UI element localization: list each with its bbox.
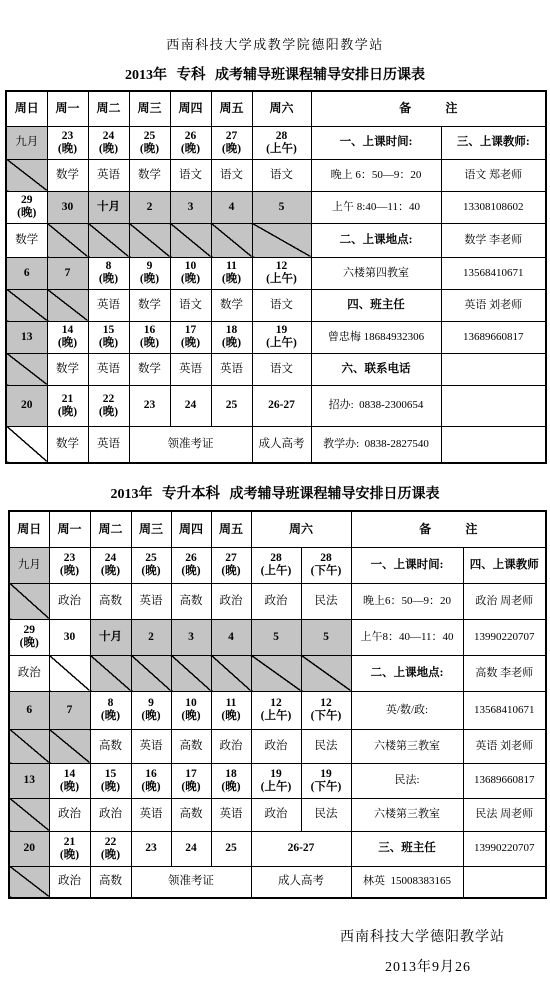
subject-cell: 政治 — [251, 798, 301, 831]
date-cell: 12 (上午) — [252, 257, 311, 289]
notes-header: 备 注 — [311, 91, 546, 126]
blank-cell — [6, 159, 47, 191]
subject-cell: 数学 — [129, 289, 170, 321]
column-header: 周一 — [47, 91, 88, 126]
title-year: 2013年 — [125, 68, 167, 83]
blank-cell — [129, 223, 170, 257]
date-cell: 23 — [129, 385, 170, 426]
notes-right-cell: 高数 李老师 — [463, 655, 546, 691]
date-cell: 13 — [6, 321, 47, 353]
date-cell: 13 — [9, 763, 49, 798]
subject-cell: 数学 — [211, 289, 252, 321]
notes-right-cell: 数学 李老师 — [441, 223, 546, 257]
date-cell: 16 (晚) — [131, 763, 171, 798]
column-header: 周六 — [252, 91, 311, 126]
date-cell: 30 — [49, 619, 90, 655]
date-cell: 26 (晚) — [171, 547, 211, 583]
date-cell: 24 (晚) — [90, 547, 131, 583]
date-cell: 21 (晚) — [49, 831, 90, 866]
date-cell: 24 — [170, 385, 211, 426]
table-row — [9, 655, 546, 691]
zhuanke-schedule-table — [5, 90, 547, 464]
date-cell: 26-27 — [251, 831, 351, 866]
blank-cell — [252, 223, 311, 257]
subject-cell: 高数 — [90, 866, 131, 898]
notes-cell: 四、班主任 — [311, 289, 441, 321]
date-cell: 12 (上午) — [251, 691, 301, 729]
column-header: 周五 — [211, 511, 251, 547]
date-cell: 19 (上午) — [252, 321, 311, 353]
table-row — [6, 289, 546, 321]
table-row — [6, 191, 546, 223]
notes-cell: 一、上课时间: — [351, 547, 463, 583]
notes-cell: 二、上课地点: — [311, 223, 441, 257]
date-cell: 23 (晚) — [47, 126, 88, 159]
notes-right-cell: 13308108602 — [441, 191, 546, 223]
blank-cell — [6, 426, 47, 463]
notes-cell: 上午8：40—11：40 — [351, 619, 463, 655]
subject-cell: 英语 — [88, 289, 129, 321]
blank-cell — [6, 353, 47, 385]
date-cell: 11 (晚) — [211, 257, 252, 289]
subject-cell: 英语 — [131, 798, 171, 831]
notes-cell: 六楼第三教室 — [351, 729, 463, 763]
blank-cell — [170, 223, 211, 257]
title-year: 2013年 — [110, 487, 153, 502]
notes-cell: 上午 8:40—11：40 — [311, 191, 441, 223]
date-cell: 3 — [170, 191, 211, 223]
subject-cell: 语文 — [170, 289, 211, 321]
date-cell: 24 (晚) — [88, 126, 129, 159]
empty-cell — [463, 866, 546, 898]
table-row — [6, 426, 546, 463]
date-cell: 25 — [211, 831, 251, 866]
month-cell: 九月 — [9, 547, 49, 583]
notes-right-cell: 民法 周老师 — [463, 798, 546, 831]
date-cell: 25 (晚) — [129, 126, 170, 159]
notes-cell: 三、班主任 — [351, 831, 463, 866]
date-cell: 18 (晚) — [211, 321, 252, 353]
blank-cell — [251, 655, 301, 691]
column-header: 周六 — [251, 511, 351, 547]
subject-cell: 政治 — [90, 798, 131, 831]
subject-cell: 数学 — [47, 426, 88, 463]
notes-cell: 晚上 6：50—9：20 — [311, 159, 441, 191]
column-header: 周四 — [171, 511, 211, 547]
blank-cell — [211, 655, 251, 691]
notes-cell: 六楼第三教室 — [351, 798, 463, 831]
title-text: 成考辅导班课程辅导安排日历课表 — [215, 68, 425, 83]
notes-cell: 一、上课时间: — [311, 126, 441, 159]
subject-cell: 英语 — [131, 729, 171, 763]
column-header: 周三 — [129, 91, 170, 126]
subject-cell: 政治 — [9, 655, 49, 691]
date-cell: 28 (上午) — [251, 547, 301, 583]
date-cell: 27 (晚) — [211, 547, 251, 583]
subject-cell: 高数 — [171, 729, 211, 763]
admission-ticket-cell: 领准考证 — [131, 866, 251, 898]
date-cell: 12 (下午) — [301, 691, 351, 729]
subject-cell: 政治 — [49, 798, 90, 831]
date-cell: 23 — [131, 831, 171, 866]
notes-right-cell: 13990220707 — [463, 619, 546, 655]
notes-right-cell: 政治 周老师 — [463, 583, 546, 619]
subject-cell: 数学 — [6, 223, 47, 257]
header-row — [6, 91, 546, 126]
empty-cell — [441, 426, 546, 463]
date-cell: 8 (晚) — [90, 691, 131, 729]
title-level: 专科 — [176, 67, 206, 83]
subject-cell: 英语 — [88, 426, 129, 463]
date-cell: 21 (晚) — [47, 385, 88, 426]
column-header: 周二 — [88, 91, 129, 126]
date-cell: 十月 — [90, 619, 131, 655]
date-cell: 10 (晚) — [171, 691, 211, 729]
exam-cell: 成人高考 — [251, 866, 351, 898]
subject-cell: 语文 — [252, 353, 311, 385]
footer-station: 西南科技大学德阳教学站 — [340, 930, 505, 945]
blank-cell — [90, 655, 131, 691]
notes-right-cell: 四、上课教师 — [463, 547, 546, 583]
subject-cell: 高数 — [90, 729, 131, 763]
notes-header: 备 注 — [351, 511, 546, 547]
subject-cell: 数学 — [47, 353, 88, 385]
subject-cell: 民法 — [301, 798, 351, 831]
subject-cell: 高数 — [90, 583, 131, 619]
date-cell: 5 — [251, 619, 301, 655]
blank-cell — [49, 729, 90, 763]
date-cell: 8 (晚) — [88, 257, 129, 289]
subject-cell: 数学 — [47, 159, 88, 191]
date-cell: 29 (晚) — [9, 619, 49, 655]
date-cell: 4 — [211, 191, 252, 223]
column-header: 周四 — [170, 91, 211, 126]
subject-cell: 语文 — [252, 159, 311, 191]
table2-title — [0, 485, 550, 504]
date-cell: 22 (晚) — [88, 385, 129, 426]
date-cell: 7 — [49, 691, 90, 729]
date-cell: 15 (晚) — [88, 321, 129, 353]
blank-cell — [6, 289, 47, 321]
blank-cell — [88, 223, 129, 257]
blank-cell — [47, 289, 88, 321]
date-cell: 2 — [129, 191, 170, 223]
title-level: 专升本科 — [162, 486, 220, 502]
subject-cell: 英语 — [211, 353, 252, 385]
exam-cell: 成人高考 — [252, 426, 311, 463]
notes-cell: 招办: 0838-2300654 — [311, 385, 441, 426]
column-header: 周三 — [131, 511, 171, 547]
station-header: 西南科技大学成教学院德阳教学站 — [166, 37, 384, 52]
notes-right-cell: 13568410671 — [463, 691, 546, 729]
date-cell: 25 (晚) — [131, 547, 171, 583]
date-cell: 26 (晚) — [170, 126, 211, 159]
footer-date: 2013年9月26 — [385, 960, 471, 975]
table-row — [9, 866, 546, 898]
empty-cell — [441, 385, 546, 426]
table-row — [9, 798, 546, 831]
notes-cell: 教学办: 0838-2827540 — [311, 426, 441, 463]
blank-cell — [9, 866, 49, 898]
blank-cell — [47, 223, 88, 257]
subject-cell: 政治 — [211, 729, 251, 763]
blank-cell — [171, 655, 211, 691]
date-cell: 17 (晚) — [171, 763, 211, 798]
subject-cell: 政治 — [251, 583, 301, 619]
date-cell: 26-27 — [252, 385, 311, 426]
notes-cell: 民法: — [351, 763, 463, 798]
blank-cell — [301, 655, 351, 691]
column-header: 周五 — [211, 91, 252, 126]
date-cell: 20 — [9, 831, 49, 866]
blank-cell — [211, 223, 252, 257]
subject-cell: 高数 — [171, 583, 211, 619]
title-text: 成考辅导班课程辅导安排日历课表 — [229, 487, 440, 502]
blank-cell — [49, 655, 90, 691]
date-cell: 23 (晚) — [49, 547, 90, 583]
date-cell: 6 — [6, 257, 47, 289]
table-row — [6, 223, 546, 257]
notes-right-cell: 13990220707 — [463, 831, 546, 866]
month-cell: 九月 — [6, 126, 47, 159]
table-row — [9, 831, 546, 866]
header-row — [9, 511, 546, 547]
subject-cell: 数学 — [129, 159, 170, 191]
date-cell: 29 (晚) — [6, 191, 47, 223]
blank-cell — [9, 798, 49, 831]
notes-right-cell: 英语 刘老师 — [441, 289, 546, 321]
table-row — [9, 583, 546, 619]
table-row — [9, 729, 546, 763]
subject-cell: 民法 — [301, 729, 351, 763]
blank-cell — [9, 729, 49, 763]
date-cell: 20 — [6, 385, 47, 426]
notes-cell: 曾忠梅 18684932306 — [311, 321, 441, 353]
date-cell: 14 (晚) — [47, 321, 88, 353]
subject-cell: 英语 — [211, 798, 251, 831]
subject-cell: 英语 — [131, 583, 171, 619]
zhuanshengben-schedule-table — [8, 510, 547, 899]
date-cell: 15 (晚) — [90, 763, 131, 798]
subject-cell: 语文 — [211, 159, 252, 191]
date-cell: 16 (晚) — [129, 321, 170, 353]
table-row — [6, 321, 546, 353]
date-cell: 5 — [301, 619, 351, 655]
date-cell: 9 (晚) — [129, 257, 170, 289]
subject-cell: 民法 — [301, 583, 351, 619]
table-row — [6, 385, 546, 426]
notes-right-cell: 三、上课教师: — [441, 126, 546, 159]
notes-cell: 林英 15008383165 — [351, 866, 463, 898]
table1-title — [0, 66, 550, 85]
date-cell: 5 — [252, 191, 311, 223]
table-row — [6, 353, 546, 385]
notes-cell: 晚上6：50—9：20 — [351, 583, 463, 619]
subject-cell: 政治 — [49, 866, 90, 898]
empty-cell — [441, 353, 546, 385]
date-cell: 22 (晚) — [90, 831, 131, 866]
date-cell: 14 (晚) — [49, 763, 90, 798]
blank-cell — [131, 655, 171, 691]
blank-cell — [9, 583, 49, 619]
subject-cell: 语文 — [252, 289, 311, 321]
notes-cell: 六、联系电话 — [311, 353, 441, 385]
date-cell: 25 — [211, 385, 252, 426]
subject-cell: 高数 — [171, 798, 211, 831]
table-row — [6, 126, 546, 159]
notes-right-cell: 13689660817 — [463, 763, 546, 798]
notes-cell: 英/数/政: — [351, 691, 463, 729]
subject-cell: 英语 — [88, 159, 129, 191]
date-cell: 19 (下午) — [301, 763, 351, 798]
subject-cell: 政治 — [49, 583, 90, 619]
notes-cell: 二、上课地点: — [351, 655, 463, 691]
column-header: 周日 — [6, 91, 47, 126]
table-row — [9, 619, 546, 655]
date-cell: 10 (晚) — [170, 257, 211, 289]
date-cell: 27 (晚) — [211, 126, 252, 159]
subject-cell: 政治 — [211, 583, 251, 619]
notes-right-cell: 13689660817 — [441, 321, 546, 353]
column-header: 周二 — [90, 511, 131, 547]
date-cell: 28 (下午) — [301, 547, 351, 583]
date-cell: 28 (上午) — [252, 126, 311, 159]
date-cell: 24 — [171, 831, 211, 866]
notes-right-cell: 语文 郑老师 — [441, 159, 546, 191]
subject-cell: 数学 — [129, 353, 170, 385]
date-cell: 2 — [131, 619, 171, 655]
table-row — [6, 257, 546, 289]
date-cell: 18 (晚) — [211, 763, 251, 798]
table-row — [6, 159, 546, 191]
admission-ticket-cell: 领准考证 — [129, 426, 252, 463]
subject-cell: 英语 — [170, 353, 211, 385]
column-header: 周日 — [9, 511, 49, 547]
notes-cell: 六楼第四教室 — [311, 257, 441, 289]
subject-cell: 政治 — [251, 729, 301, 763]
column-header: 周一 — [49, 511, 90, 547]
table-row — [9, 763, 546, 798]
date-cell: 6 — [9, 691, 49, 729]
table-row — [9, 547, 546, 583]
date-cell: 30 — [47, 191, 88, 223]
date-cell: 11 (晚) — [211, 691, 251, 729]
date-cell: 17 (晚) — [170, 321, 211, 353]
date-cell: 4 — [211, 619, 251, 655]
subject-cell: 英语 — [88, 353, 129, 385]
subject-cell: 语文 — [170, 159, 211, 191]
table-row — [9, 691, 546, 729]
date-cell: 3 — [171, 619, 211, 655]
date-cell: 19 (上午) — [251, 763, 301, 798]
date-cell: 十月 — [88, 191, 129, 223]
date-cell: 9 (晚) — [131, 691, 171, 729]
notes-right-cell: 13568410671 — [441, 257, 546, 289]
notes-right-cell: 英语 刘老师 — [463, 729, 546, 763]
date-cell: 7 — [47, 257, 88, 289]
